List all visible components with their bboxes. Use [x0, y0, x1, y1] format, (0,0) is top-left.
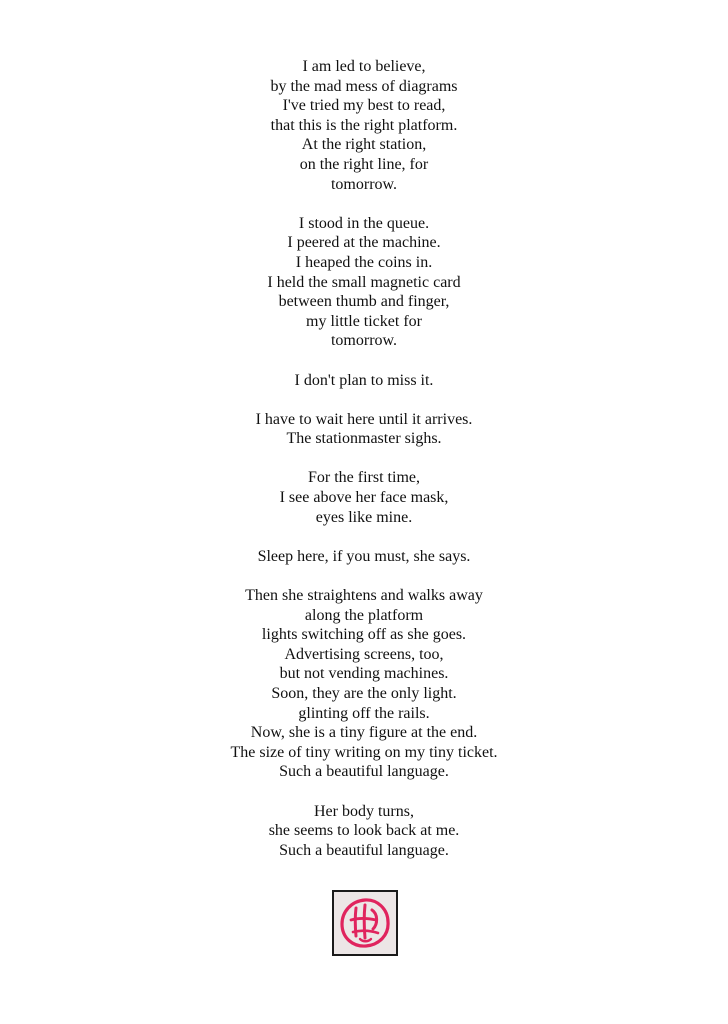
poem-line: Sleep here, if you must, she says.: [257, 547, 471, 565]
poem-line: I peered at the machine.: [287, 234, 441, 252]
poem-line: glinting off the rails.: [298, 704, 430, 722]
poem-line: I've tried my best to read,: [282, 97, 446, 115]
poem-line: that this is the right platform.: [270, 116, 458, 134]
poem-line: At the right station,: [301, 136, 427, 154]
seal-stamp: [332, 890, 398, 956]
stanza: [0, 371, 728, 391]
poem-line: along the platform: [304, 606, 424, 624]
stanza: [0, 547, 728, 567]
poem-line: Such a beautiful language.: [279, 841, 449, 859]
poem-line: Her body turns,: [314, 802, 414, 820]
stanza: [0, 802, 728, 861]
poem-line: my little ticket for: [306, 312, 422, 330]
poem-line: For the first time,: [308, 469, 420, 487]
poem-line: by the mad mess of diagrams: [270, 77, 458, 95]
poem-line: lights switching off as she goes.: [261, 626, 467, 644]
poem-line: Now, she is a tiny figure at the end.: [250, 724, 478, 742]
poem-line: I heaped the coins in.: [295, 253, 433, 271]
poem-line: Then she straightens and walks away: [245, 587, 483, 605]
poem-line: but not vending machines.: [279, 665, 449, 683]
stanza: [0, 57, 728, 194]
poem-line: I don't plan to miss it.: [294, 371, 434, 389]
poem-line: I stood in the queue.: [298, 214, 430, 232]
poem-line: I am led to believe,: [302, 58, 426, 75]
stanza: [0, 410, 728, 449]
poem-line: Advertising screens, too,: [284, 645, 444, 663]
poem-line: on the right line, for: [299, 155, 429, 173]
poem-line: I have to wait here until it arrives.: [255, 410, 473, 428]
poem-line: she seems to look back at me.: [268, 822, 460, 840]
stanza: [0, 586, 728, 782]
stanza: [0, 468, 728, 527]
stanza: [0, 214, 728, 351]
poem-line: eyes like mine.: [315, 508, 413, 526]
poem-line: Soon, they are the only light.: [271, 685, 457, 702]
red-ink-seal-stamp-icon: [334, 892, 396, 954]
poem-line: between thumb and finger,: [278, 293, 450, 311]
poem-line: I see above her face mask,: [279, 489, 449, 507]
poem-line: I held the small magnetic card: [267, 273, 461, 291]
poem-line: tomorrow.: [330, 175, 398, 193]
poem-line: Such a beautiful language.: [279, 763, 449, 781]
poem-line: The stationmaster sighs.: [286, 430, 442, 448]
poem-line: tomorrow.: [330, 332, 398, 350]
poem: [0, 57, 728, 880]
poem-line: The size of tiny writing on my tiny ticket.: [230, 743, 498, 761]
